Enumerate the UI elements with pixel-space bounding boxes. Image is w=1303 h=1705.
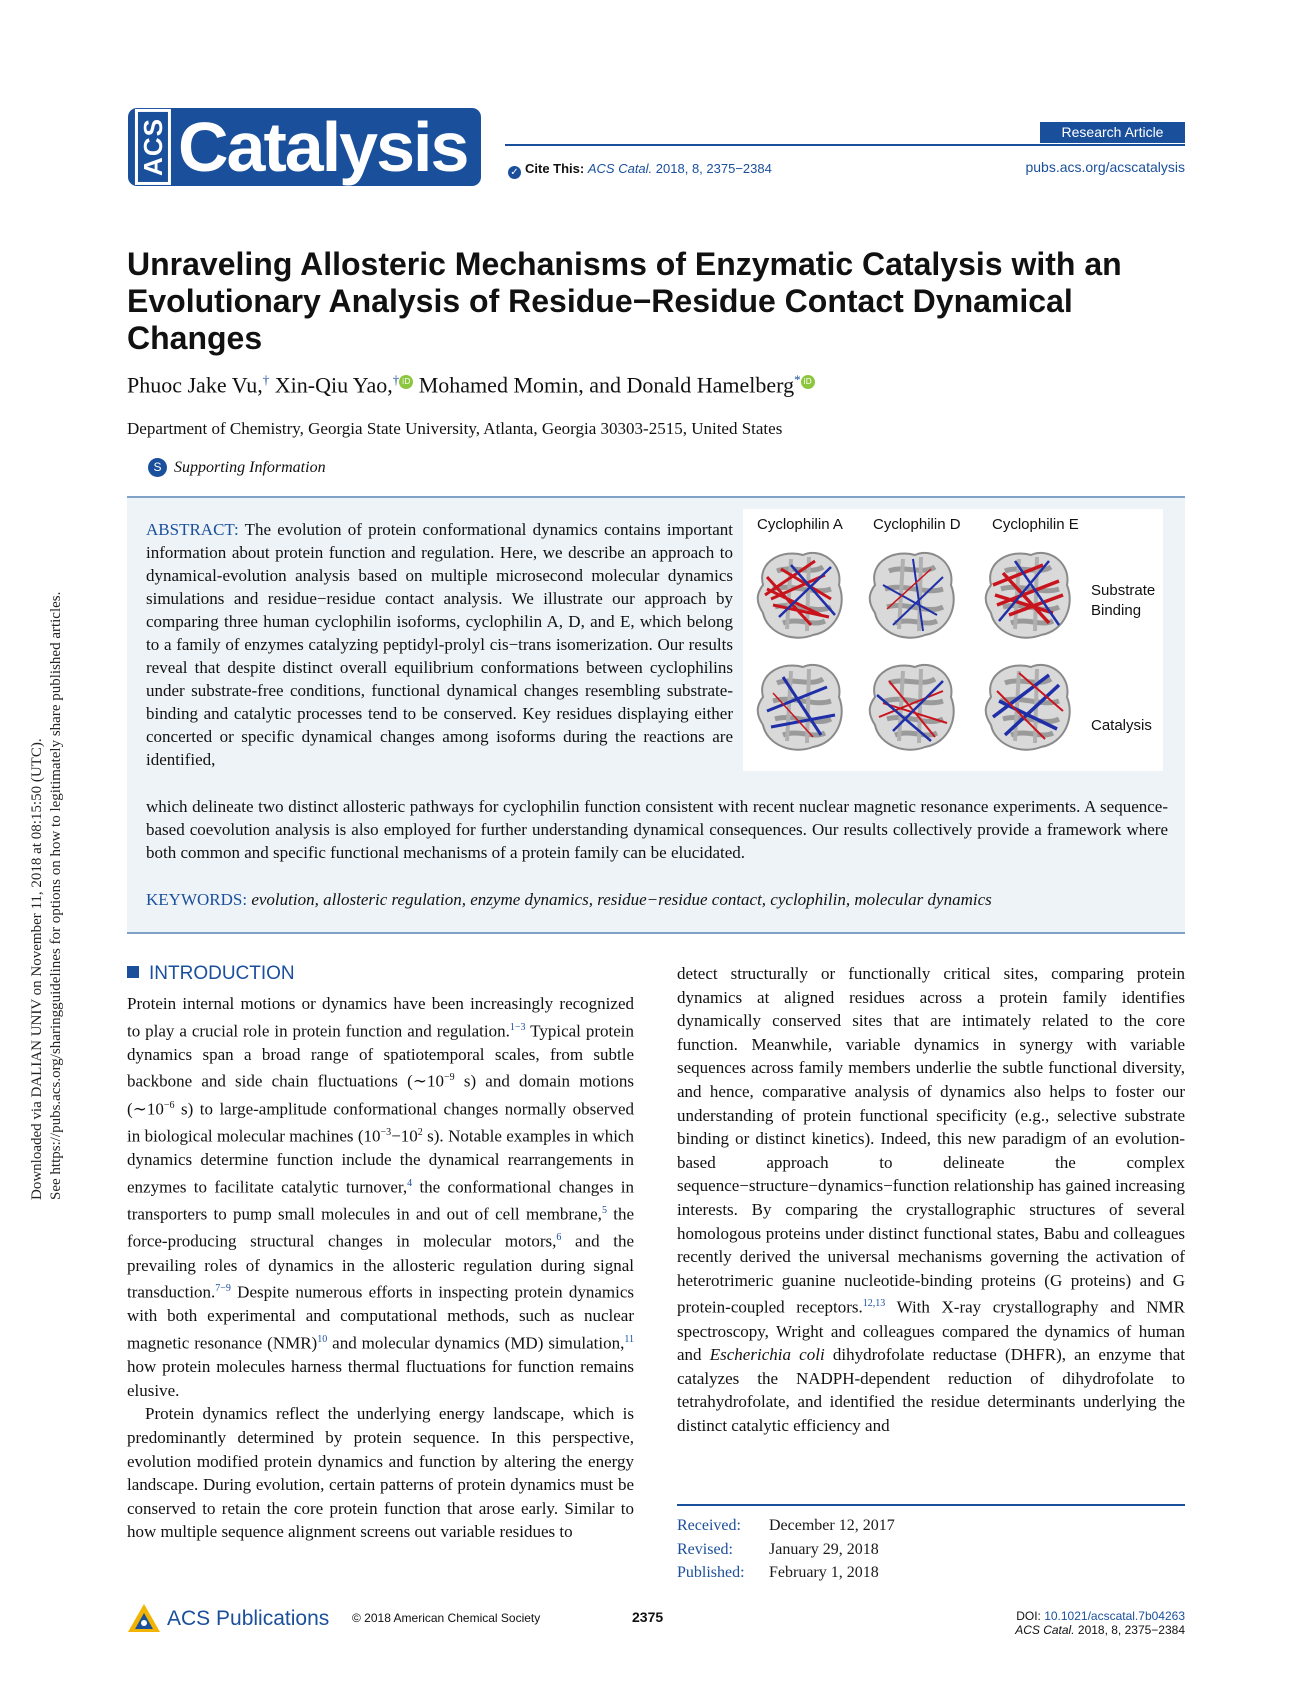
- download-note-line2: See https://pubs.acs.org/sharingguidelines for options on how to legitimately share published articles.: [48, 591, 64, 1200]
- article-type-badge: Research Article: [1040, 122, 1185, 143]
- abstract-label: ABSTRACT:: [146, 520, 239, 539]
- doi-link[interactable]: 10.1021/acscatal.7b04263: [1044, 1609, 1185, 1623]
- page-number: 2375: [632, 1609, 664, 1625]
- publisher-name: ACS Publications: [167, 1607, 330, 1630]
- body-column-left: [127, 992, 634, 1544]
- download-note-line1: Downloaded via DALIAN UNIV on November 11, 2018 at 08:15:50 (UTC).: [29, 738, 45, 1200]
- author-list: [127, 372, 815, 398]
- cyclophilin-d-catalysis-structure: [870, 665, 954, 750]
- supporting-info-label: Supporting Information: [174, 459, 326, 476]
- footer-ref: 2018, 8, 2375−2384: [1077, 1623, 1185, 1637]
- abstract-text-part2: which delineate two distinct allosteric pathways for cyclophilin function consistent with recent nuclear magnetic resonance experiments. A sequence-based coevolution analysis is also employed for further understanding dynamical consequences. Our results collectively provide a framework where both common and specific functional mechanisms of a protein family can be elucidated.: [146, 797, 1168, 862]
- toc-graphic: [743, 509, 1163, 771]
- keywords-label: KEYWORDS:: [146, 890, 248, 909]
- supporting-information-link[interactable]: [148, 458, 326, 477]
- article-dates: [677, 1514, 895, 1585]
- article-title: Unraveling Allosteric Mechanisms of Enzymatic Catalysis with an Evolutionary Analysis of Residue−Residue Contact Dynamical Changes: [127, 246, 1122, 356]
- cyclophilin-a-binding-structure: [758, 553, 842, 638]
- author-momin-hamelberg: Mohamed Momin, and Donald Hamelberg: [418, 372, 795, 398]
- orcid-icon[interactable]: iD: [801, 375, 815, 389]
- cyclophilin-d-binding-structure: [870, 553, 954, 638]
- abstract-body-1: The evolution of protein conformational dynamics contains important information about protein function and regulation. Here, we describe an approach to dynamical-evolution analysis based on multiple microsecond molecular dynamics simulations and residue−residue contact analysis. We illustrate our approach by comparing three human cyclophilin isoforms, cyclophilin A, D, and E, which belong to a family of enzymes catalyzing peptidyl-prolyl cis−trans isomerization. Our results reveal that despite distinct overall equilibrium conformations between cyclophilins under substrate-free conditions, functional dynamical changes resembling substrate-binding and catalytic processes tend to be conserved. Key residues displaying either concerted or specific dynamical changes among isoforms during the reactions are identified,: [146, 520, 733, 769]
- doi-block: [1015, 1609, 1185, 1637]
- journal-url[interactable]: pubs.acs.org/acscatalysis: [1025, 159, 1185, 175]
- journal-logo: [128, 108, 481, 186]
- orcid-icon[interactable]: iD: [399, 375, 413, 389]
- cyclophilin-a-catalysis-structure: [758, 665, 842, 750]
- toc-row-catalysis: Catalysis: [1091, 717, 1152, 734]
- author-yao-mark: †: [392, 372, 400, 387]
- acs-publications-icon: [127, 1603, 161, 1633]
- body-column-right: [677, 962, 1185, 1438]
- author-vu-mark: †: [262, 372, 270, 387]
- cite-label: Cite This:: [525, 161, 585, 176]
- body-paragraph-3: detect structurally or functionally critical sites, comparing protein dynamics at aligned residues across a protein family identifies dynamically conserved sites that are intimately related to the core function. Meanwhile, variable dynamics in synergy with variable sequences across family members underlie the subtle functional diversity, and hence, comparative analysis of dynamics also helps to foster our understanding of protein functional specificity (e.g., selective substrate binding or distinct kinetics). Indeed, this new paradigm of an evolution-based approach to delineate the complex sequence−structure−dynamics−function relationship has gained increasing interests. By comparing the crystallographic structures of several homologous proteins under distinct functional states, Babu and colleagues recently derived the universal mechanisms governing the activation of heterotrimeric guanine nucleotide-binding proteins (G proteins) and G protein-coupled receptors.$^{12,13}$ With X-ray crystallography and NMR spectroscopy, Wright and colleagues compared the dynamics of human and Escherichia coli dihydrofolate reductase (DHFR), an enzyme that catalyzes the NADPH-dependent reduction of dihydrofolate to tetrahydrofolate, and identified the residue determinants underlying the distinct catalytic efficiency and: [677, 964, 1185, 1435]
- dates-rule: [677, 1504, 1185, 1506]
- corresponding-mark: *: [794, 372, 801, 387]
- section-square-icon: [127, 966, 139, 978]
- header-rule: [505, 144, 1185, 146]
- section-heading-label: INTRODUCTION: [149, 963, 295, 984]
- check-icon: ✓: [508, 166, 521, 179]
- citation-ref[interactable]: 7−9: [215, 1283, 231, 1295]
- author-vu: Phuoc Jake Vu,: [127, 372, 263, 398]
- citation-ref[interactable]: 11: [624, 1333, 634, 1345]
- cite-reference: 2018, 8, 2375−2384: [655, 161, 772, 176]
- author-yao: Xin-Qiu Yao,: [274, 372, 393, 398]
- citation-ref[interactable]: 10: [317, 1333, 328, 1345]
- protein-structure-images: [743, 509, 1163, 771]
- publisher-logo[interactable]: [127, 1603, 329, 1633]
- body-paragraph-2: Protein dynamics reflect the underlying energy landscape, which is predominantly determined by protein sequence. In this perspective, evolution modified protein dynamics and function by altering the energy landscape. During evolution, certain patterns of protein dynamics must be conserved to retain the core protein function that arose early. Similar to how multiple sequence alignment screens out variable residues to: [127, 1404, 634, 1542]
- date-revised: Revised: January 29, 2018: [677, 1540, 879, 1558]
- citation-ref[interactable]: 6: [556, 1232, 562, 1244]
- footer-journal: ACS Catal.: [1015, 1623, 1075, 1637]
- keywords-list: evolution, allosteric regulation, enzyme dynamics, residue−residue contact, cyclophilin, molecular dynamics: [251, 890, 992, 909]
- toc-row-substrate: Substrate: [1091, 582, 1156, 599]
- supporting-info-icon: S: [148, 458, 167, 477]
- cyclophilin-e-catalysis-structure: [986, 665, 1070, 750]
- doi-label: DOI:: [1016, 1609, 1041, 1623]
- logo-journal-name: Catalysis: [178, 108, 468, 186]
- citation-ref[interactable]: 1−3: [509, 1021, 526, 1033]
- logo-acs-mark: ACS: [135, 109, 171, 185]
- body-paragraph-1: Protein internal motions or dynamics have been increasingly recognized to play a crucial role in protein function and regulation.$^{1-3}$ Typical protein dynamics span a broad range of spatiotemporal scales, from subtle backbone and side chain fluctuations ($\sim 10^{-9}$ s) and domain motions ($\sim 10^{-6}$ s) to large-amplitude conformational changes normally observed in biological molecular machines ($10^{-3}-10^2$ s). Notable examples in which dynamics determine function include the dynamical rearrangements in enzymes to facilitate catalytic turnover,$^4$ the conformational changes in transporters to pump small molecules in and out of cell membrane,$^5$ the force-producing structural changes in molecular motors,$^6$ and the prevailing roles of dynamics in the allosteric regulation during signal transduction.$^{7-9}$ Despite numerous efforts in inspecting protein dynamics with both experimental and computational methods, such as nuclear magnetic resonance (NMR)$^{10}$ and molecular dynamics (MD) simulation,$^{11}$ how protein molecules harness thermal fluctuations for function remains elusive.: [127, 994, 634, 1400]
- cyclophilin-e-binding-structure: [986, 553, 1070, 638]
- date-received: Received: December 12, 2017: [677, 1517, 895, 1534]
- citation-ref[interactable]: 5: [601, 1205, 607, 1217]
- cite-this[interactable]: [508, 161, 772, 179]
- toc-col-cyclophilin-d: Cyclophilin D: [873, 516, 961, 533]
- section-heading-introduction: [127, 963, 295, 985]
- toc-row-binding: Binding: [1091, 602, 1142, 619]
- date-published: Published: February 1, 2018: [677, 1564, 879, 1581]
- affiliation: Department of Chemistry, Georgia State University, Atlanta, Georgia 30303-2515, United States: [127, 419, 783, 438]
- copyright: © 2018 American Chemical Society: [352, 1611, 541, 1625]
- cite-journal: ACS Catal.: [587, 161, 653, 176]
- abstract-text-part1: [146, 518, 733, 771]
- toc-col-cyclophilin-a: Cyclophilin A: [757, 516, 843, 533]
- toc-col-cyclophilin-e: Cyclophilin E: [992, 516, 1079, 533]
- citation-ref[interactable]: 4: [407, 1177, 413, 1189]
- citation-ref[interactable]: 12,13: [862, 1298, 886, 1310]
- download-note: [28, 440, 66, 1200]
- keywords: [146, 890, 992, 910]
